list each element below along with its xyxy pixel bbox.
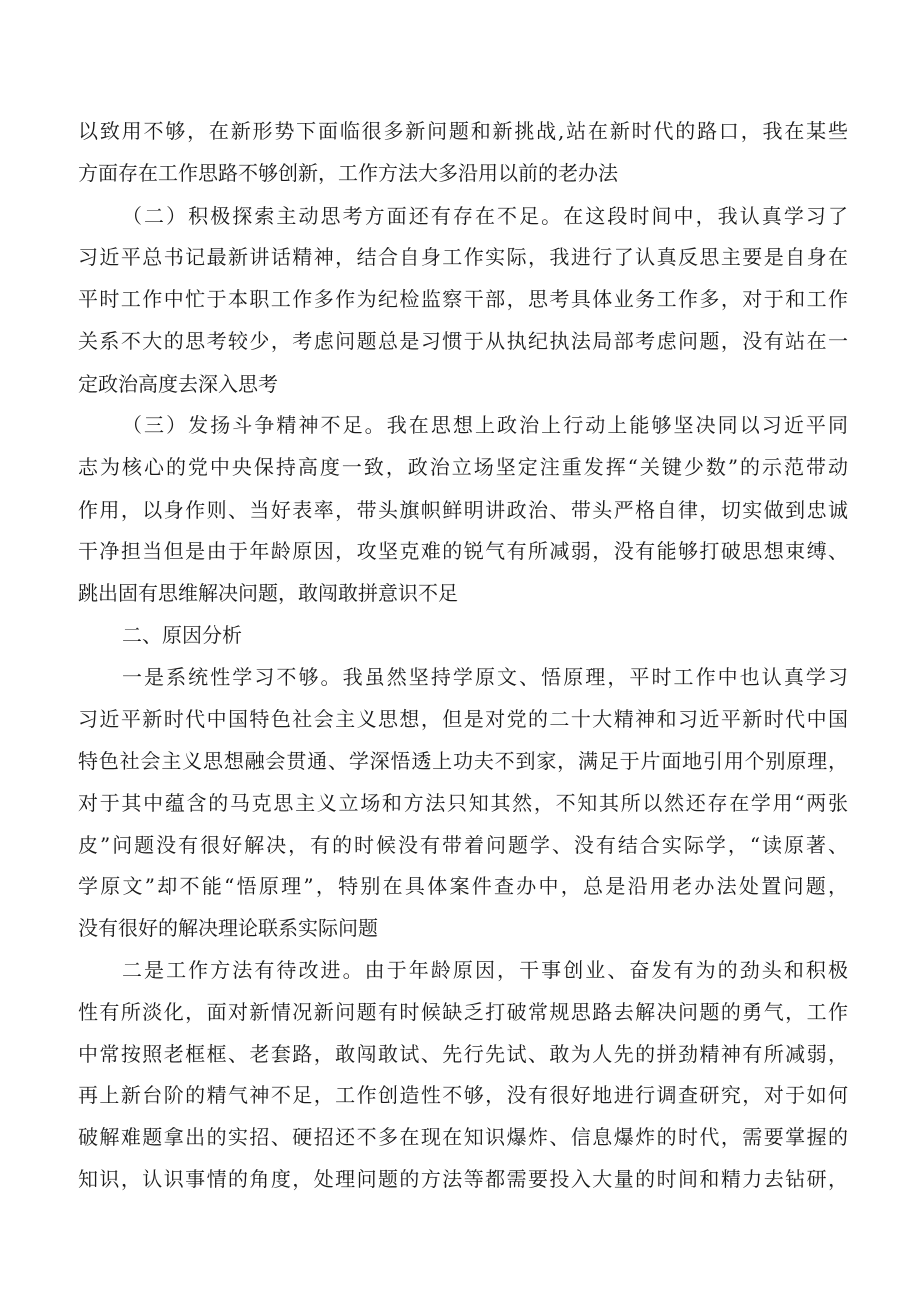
text-line: 干净担当但是由于年龄原因，攻坚克难的锐气有所减弱，没有能够打破思想束缚、 [78, 539, 848, 563]
text-line: 志为核心的党中央保持高度一致，政治立场坚定注重发挥“关键少数”的示范带动 [78, 455, 848, 479]
text-line: 关系不大的思考较少，考虑问题总是习惯于从执纪执法局部考虑问题，没有站在一 [78, 329, 848, 353]
text-line: 对于其中蕴含的马克思主义立场和方法只知其然，不知其所以然还存在学用“两张 [78, 791, 848, 815]
text-line: 平时工作中忙于本职工作多作为纪检监察干部，思考具体业务工作多，对于和工作 [78, 287, 848, 311]
text-line: 特色社会主义思想融会贯通、学深悟透上功夫不到家，满足于片面地引用个别原理， [78, 749, 848, 773]
text-line: 再上新台阶的精气神不足，工作创造性不够，没有很好地进行调查研究，对于如何 [78, 1083, 848, 1107]
text-line: 定政治高度去深入思考 [78, 372, 278, 396]
text-line: 作用，以身作则、当好表率，带头旗帜鲜明讲政治、带头严格自律，切实做到忠诚 [78, 498, 848, 522]
text-line: 没有很好的解决理论联系实际问题 [78, 916, 378, 940]
section-heading: 二、原因分析 [122, 623, 242, 647]
text-line: 以致用不够，在新形势下面临很多新问题和新挑战,站在新时代的路口，我在某些 [78, 119, 848, 143]
text-line: 学原文”却不能“悟原理”，特别在具体案件查办中，总是沿用老办法处置问题， [78, 874, 848, 898]
text-line: 破解难题拿出的实招、硬招还不多在现在知识爆炸、信息爆炸的时代，需要掌握的 [78, 1125, 848, 1149]
text-line: 方面存在工作思路不够创新，工作方法大多沿用以前的老办法 [78, 161, 618, 185]
paragraph-heading-2: （二）积极探索主动思考方面还有存在不足。在这段时间中，我认真学习了 [122, 204, 848, 228]
text-line: 习近平总书记最新讲话精神，结合自身工作实际，我进行了认真反思主要是自身在 [78, 245, 848, 269]
paragraph-heading-3: （三）发扬斗争精神不足。我在思想上政治上行动上能够坚决同以习近平同 [122, 413, 848, 437]
text-line: 皮”问题没有很好解决，有的时候没有带着问题学、没有结合实际学，“读原著、 [78, 833, 848, 857]
text-line: 二是工作方法有待改进。由于年龄原因，干事创业、奋发有为的劲头和积极 [122, 958, 848, 982]
text-line: 中常按照老框框、老套路，敢闯敢试、先行先试、敢为人先的拼劲精神有所减弱， [78, 1042, 848, 1066]
text-line: 知识，认识事情的角度，处理问题的方法等都需要投入大量的时间和精力去钻研， [78, 1167, 848, 1191]
text-line: 一是系统性学习不够。我虽然坚持学原文、悟原理，平时工作中也认真学习 [122, 665, 848, 689]
text-line: 习近平新时代中国特色社会主义思想，但是对党的二十大精神和习近平新时代中国 [78, 707, 848, 731]
text-line: 跳出固有思维解决问题，敢闯敢拼意识不足 [78, 581, 458, 605]
text-line: 性有所淡化，面对新情况新问题有时候缺乏打破常规思路去解决问题的勇气，工作 [78, 1000, 848, 1024]
